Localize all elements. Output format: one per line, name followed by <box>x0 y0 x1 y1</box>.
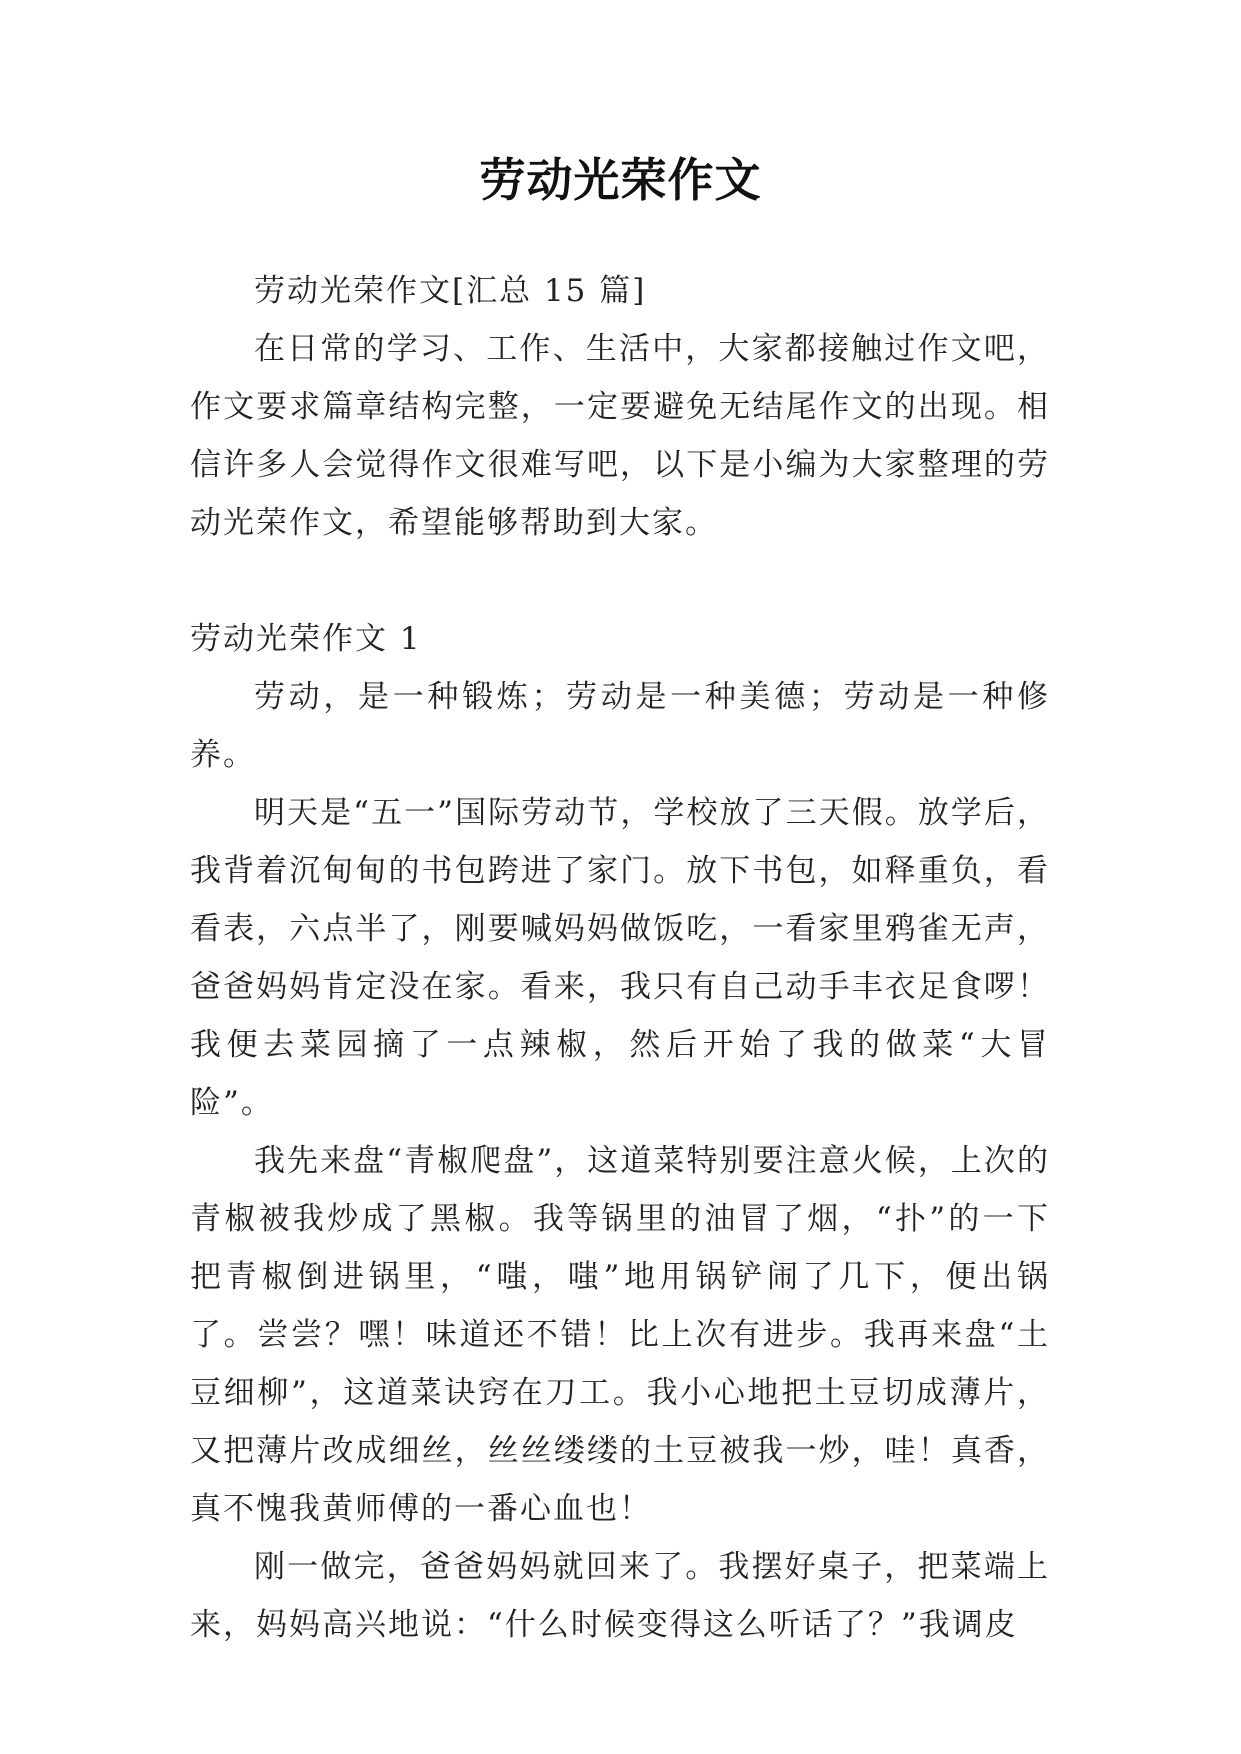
body-paragraph: 劳动，是一种锻炼；劳动是一种美德；劳动是一种修养。 <box>190 679 1050 773</box>
spacer <box>190 552 1050 610</box>
intro-paragraph: 在日常的学习、工作、生活中，大家都接触过作文吧，作文要求篇章结构完整，一定要避免无结尾作文的出现。相信许多人会觉得作文很难写吧，以下是小编为大家整理的劳动光荣作文，希望能够帮助到大家。 <box>190 331 1050 541</box>
document-title: 劳动光荣作文 <box>479 153 762 207</box>
body-paragraph: 我先来盘“青椒爬盘”，这道菜特别要注意火候，上次的青椒被我炒成了黑椒。我等锅里的油冒了烟，“扑”的一下把青椒倒进锅里，“嗤，嗤”地用锅铲闹了几下，便出锅了。尝尝？嘿！味道还不错！比上次有进步。我再来盘“土豆细柳”，这道菜诀窍在刀工。我小心地把土豆切成薄片，又把薄片改成细丝，丝丝缕缕的土豆被我一炒，哇！真香，真不愧我黄师傅的一番心血也！ <box>190 1143 1050 1527</box>
section-heading: 劳动光荣作文 1 <box>190 621 422 657</box>
document-subtitle: 劳动光荣作文[汇总 15 篇] <box>254 273 647 309</box>
body-paragraph: 明天是“五一”国际劳动节，学校放了三天假。放学后，我背着沉甸甸的书包跨进了家门。放下书包，如释重负，看看表，六点半了，刚要喊妈妈做饭吃，一看家里鸦雀无声，爸爸妈妈肯定没在家。看来，我只有自己动手丰衣足食啰！我便去菜园摘了一点辣椒，然后开始了我的做菜“大冒险”。 <box>190 795 1050 1121</box>
document-body <box>190 262 1050 1654</box>
body-paragraph: 刚一做完，爸爸妈妈就回来了。我摆好桌子，把菜端上来，妈妈高兴地说：“什么时候变得这么听话了？”我调皮 <box>190 1549 1050 1643</box>
